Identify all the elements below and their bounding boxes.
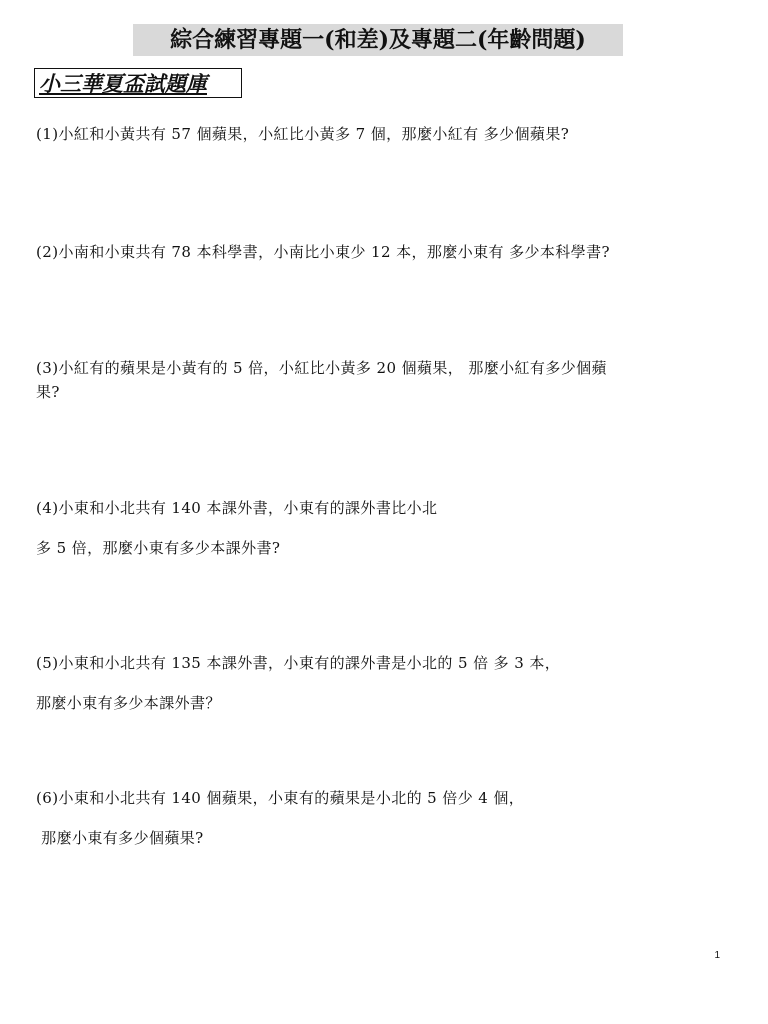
question-5-line-1: (5)小東和小北共有 135 本課外書，小東有的課外書是小北的 5 倍 多 3 本，	[36, 654, 561, 672]
question-4-line-1: (4)小東和小北共有 140 本課外書，小東有的課外書比小北	[36, 499, 438, 517]
question-2-line-1: (2)小南和小東共有 78 本科學書，小南比小東少 12 本，那麼小東有 多少本科學書?	[36, 243, 610, 261]
section-heading: 小三華夏盃試題庫	[34, 68, 242, 98]
page-number: 1	[714, 950, 720, 961]
question-1	[36, 122, 716, 146]
question-5	[36, 651, 716, 715]
question-4-line-2: 多 5 倍，那麼小東有多少本課外書?	[36, 539, 281, 557]
page-title: 綜合練習專題一(和差)及專題二(年齡問題)	[133, 24, 623, 56]
question-6-line-1: (6)小東和小北共有 140 個蘋果，小東有的蘋果是小北的 5 倍少 4 個，	[36, 789, 525, 807]
question-2	[36, 240, 716, 264]
question-6	[36, 786, 716, 850]
question-6-line-2: 那麼小東有多少個蘋果?	[36, 829, 204, 847]
question-1-line-1: (1)小紅和小黃共有 57 個蘋果，小紅比小黃多 7 個，那麼小紅有 多少個蘋果?	[36, 125, 570, 143]
question-4	[36, 496, 716, 560]
question-3-line-2: 果?	[36, 383, 60, 401]
question-5-line-2: 那麼小東有多少本課外書？	[36, 694, 221, 712]
question-3	[36, 356, 716, 404]
question-3-line-1: (3)小紅有的蘋果是小黃有的 5 倍，小紅比小黃多 20 個蘋果， 那麼小紅有多少個蘋	[36, 359, 607, 377]
